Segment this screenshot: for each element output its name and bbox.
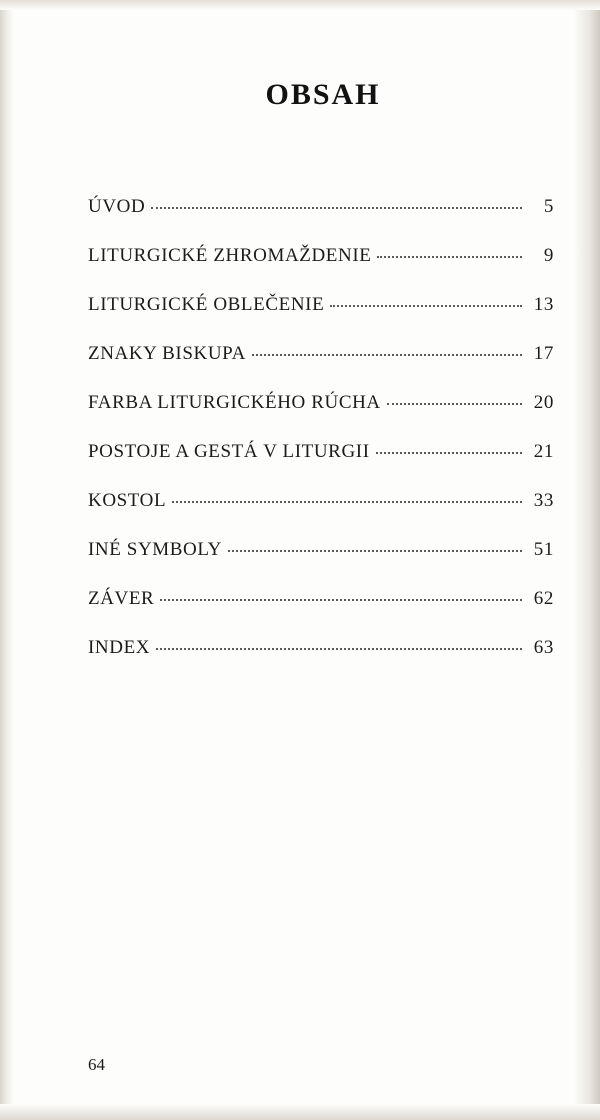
toc-entry-page: 63	[533, 637, 554, 658]
toc-entry-page: 13	[533, 294, 554, 315]
toc-leader-dots	[172, 491, 522, 503]
toc-entry	[88, 588, 554, 637]
toc-entry	[88, 343, 554, 392]
toc-entry-page: 9	[543, 245, 554, 266]
toc-entry-page: 5	[543, 196, 554, 217]
toc-entry-label: ZNAKY BISKUPA	[88, 343, 246, 364]
table-of-contents	[88, 196, 554, 686]
toc-entry	[88, 441, 554, 490]
toc-entry-page: 62	[533, 588, 554, 609]
toc-entry-label: KOSTOL	[88, 490, 167, 511]
folio-page-number: 64	[88, 1055, 105, 1074]
toc-leader-dots	[252, 344, 522, 356]
toc-leader-dots	[376, 442, 522, 454]
toc-entry-page: 21	[533, 441, 554, 462]
toc-entry	[88, 196, 554, 245]
toc-entry-page: 17	[533, 343, 554, 364]
toc-entry-label: INÉ SYMBOLY	[88, 539, 223, 560]
toc-entry-page: 51	[533, 539, 554, 560]
toc-leader-dots	[330, 295, 522, 307]
toc-leader-dots	[387, 393, 522, 405]
toc-leader-dots	[377, 246, 522, 258]
page-edge-right	[574, 0, 600, 1120]
toc-entry-label: FARBA LITURGICKÉHO RÚCHA	[88, 392, 381, 413]
toc-entry-label: LITURGICKÉ OBLEČENIE	[88, 294, 325, 315]
toc-leader-dots	[228, 540, 522, 552]
toc-entry-page: 33	[533, 490, 554, 511]
page-edge-left	[0, 0, 14, 1120]
page-content	[88, 0, 558, 1120]
toc-entry	[88, 637, 554, 686]
toc-entry-label: ÚVOD	[88, 196, 146, 217]
toc-entry	[88, 539, 554, 588]
toc-entry-label: INDEX	[88, 637, 151, 658]
toc-entry	[88, 245, 554, 294]
toc-entry	[88, 294, 554, 343]
toc-entry-label: LITURGICKÉ ZHROMAŽDENIE	[88, 245, 372, 266]
toc-entry	[88, 392, 554, 441]
toc-entry-label: POSTOJE A GESTÁ V LITURGII	[88, 441, 370, 462]
toc-entry-page: 20	[533, 392, 554, 413]
toc-leader-dots	[160, 589, 522, 601]
toc-leader-dots	[156, 638, 522, 650]
toc-entry	[88, 490, 554, 539]
toc-entry-label: ZÁVER	[88, 588, 155, 609]
page-title: OBSAH	[265, 78, 381, 111]
toc-leader-dots	[151, 197, 522, 209]
